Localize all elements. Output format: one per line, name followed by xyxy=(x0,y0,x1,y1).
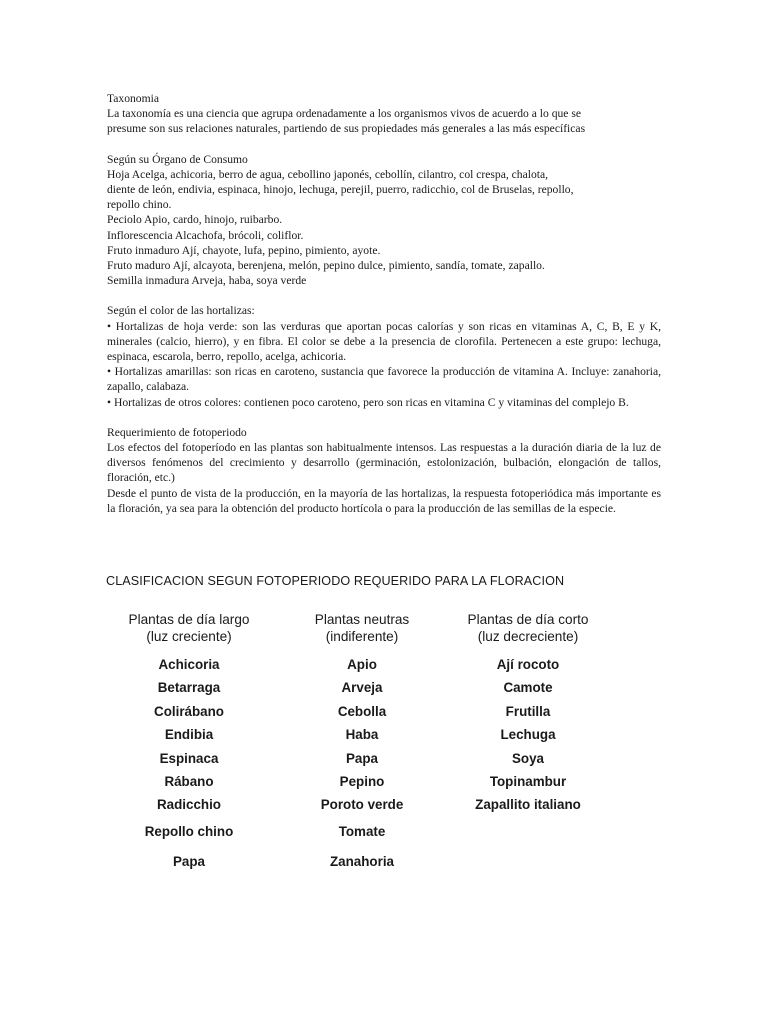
organ-inflorescencia: Inflorescencia Alcachofa, brócoli, coliflor. xyxy=(107,228,304,242)
column-short-day-subtitle: (luz decreciente) xyxy=(477,628,579,644)
organ-fruto-maduro: Fruto maduro Ají, alcayota, berenjena, melón, pepino dulce, pimiento, sandía, tomate, zapallo. xyxy=(107,259,545,273)
taxonomy-heading: Taxonomia xyxy=(107,92,159,105)
long-day-item: Espinaca xyxy=(159,750,219,766)
short-day-item: Soya xyxy=(511,750,544,766)
column-long-day-title: Plantas de día largo xyxy=(128,612,250,627)
organ-heading: Según su Órgano de Consumo xyxy=(107,152,248,166)
neutral-item: Haba xyxy=(345,727,379,743)
short-day-item: Ají rocoto xyxy=(496,657,560,672)
color-paragraph-yellow: • Hortalizas amarillas: son ricas en caroteno, sustancia que favorece la producción de vitamina A. Incluye: zanahoria, zapallo, calabaza. xyxy=(107,365,661,394)
organ-semilla: Semilla inmadura Arveja, haba, soya verde xyxy=(107,274,307,288)
column-short-day xyxy=(433,612,623,817)
column-short-day-title: Plantas de día corto xyxy=(467,612,589,627)
organ-hoja-line-2: diente de león, endivia, espinaca, hinojo, lechuga, perejil, puerro, radicchio, col de Bruselas, repollo, xyxy=(107,183,574,197)
short-day-item: Lechuga xyxy=(500,727,556,743)
taxonomy-line-1: La taxonomía es una ciencia que agrupa ordenadamente a los organismos vivos de acuerdo a lo que se xyxy=(107,107,581,121)
long-day-item: Papa xyxy=(172,853,205,869)
column-neutral xyxy=(267,612,457,877)
long-day-item: Colirábano xyxy=(154,703,224,719)
neutral-item: Pepino xyxy=(339,773,385,789)
column-long-day xyxy=(94,612,284,877)
column-neutral-subtitle: (indiferente) xyxy=(325,628,399,644)
photoperiod-heading: Requerimiento de fotoperiodo xyxy=(107,425,247,439)
short-day-item: Frutilla xyxy=(505,703,551,719)
long-day-item: Achicoria xyxy=(158,657,220,672)
color-heading: Según el color de las hortalizas: xyxy=(107,304,255,318)
short-day-item: Topinambur xyxy=(489,773,567,789)
document-body xyxy=(107,91,661,516)
photoperiod-paragraph-1: Los efectos del fotoperíodo en las plantas son habitualmente intensos. Las respuestas a la duración diaria de la luz de diversos fenómenos del crecimiento y desarrollo (germinación, estolonización, bulbación, elongación de tallos, floración, etc.) xyxy=(107,441,661,485)
classification-title: CLASIFICACION SEGUN FOTOPERIODO REQUERIDO PARA LA FLORACION xyxy=(106,574,565,588)
neutral-item: Tomate xyxy=(338,823,386,839)
color-paragraph-other: • Hortalizas de otros colores: contienen poco caroteno, pero son ricas en vitamina C y vitaminas del complejo B. xyxy=(107,395,629,409)
column-long-day-subtitle: (luz creciente) xyxy=(146,628,232,644)
neutral-item: Poroto verde xyxy=(320,797,404,813)
short-day-item: Zapallito italiano xyxy=(475,797,581,813)
organ-fruto-inmaduro: Fruto inmaduro Ají, chayote, lufa, pepino, pimiento, ayote. xyxy=(107,243,381,257)
long-day-item: Betarraga xyxy=(157,680,221,696)
long-day-item: Repollo chino xyxy=(144,823,234,839)
neutral-item: Apio xyxy=(347,657,377,672)
long-day-item: Rábano xyxy=(164,773,214,789)
color-paragraph-green: • Hortalizas de hoja verde: son las verduras que aportan pocas calorías y son ricas en vitaminas A, C, B, E y K, minerales (calcio, hierro), y en fibra. El color se debe a la presencia de clorofila. Pertenecen a este grupo: lechuga, espinaca, escarola, berro, repollo, acelga, achicoria. xyxy=(107,319,661,364)
neutral-item: Cebolla xyxy=(337,703,387,719)
long-day-item: Radicchio xyxy=(157,797,221,813)
neutral-item: Arveja xyxy=(341,680,383,696)
neutral-item: Papa xyxy=(345,750,378,766)
neutral-item: Zanahoria xyxy=(330,853,394,869)
short-day-item: Camote xyxy=(503,680,553,696)
photoperiod-paragraph-2: Desde el punto de vista de la producción, en la mayoría de las hortalizas, la respuesta fotoperiódica más importante es la floración, ya sea para la obtención del producto hortícola o para la producción de las semillas de la especie. xyxy=(107,486,661,515)
organ-hoja-line-1: Hoja Acelga, achicoria, berro de agua, cebollino japonés, cebollín, cilantro, col crespa, chalota, xyxy=(107,167,549,181)
column-neutral-title: Plantas neutras xyxy=(314,612,410,627)
taxonomy-line-2: presume son sus relaciones naturales, partiendo de sus propiedades más generales a las más específicas xyxy=(107,122,586,136)
organ-hoja-line-3: repollo chino. xyxy=(107,198,172,212)
organ-peciolo: Peciolo Apio, cardo, hinojo, ruibarbo. xyxy=(107,213,283,227)
long-day-item: Endibia xyxy=(164,727,214,743)
